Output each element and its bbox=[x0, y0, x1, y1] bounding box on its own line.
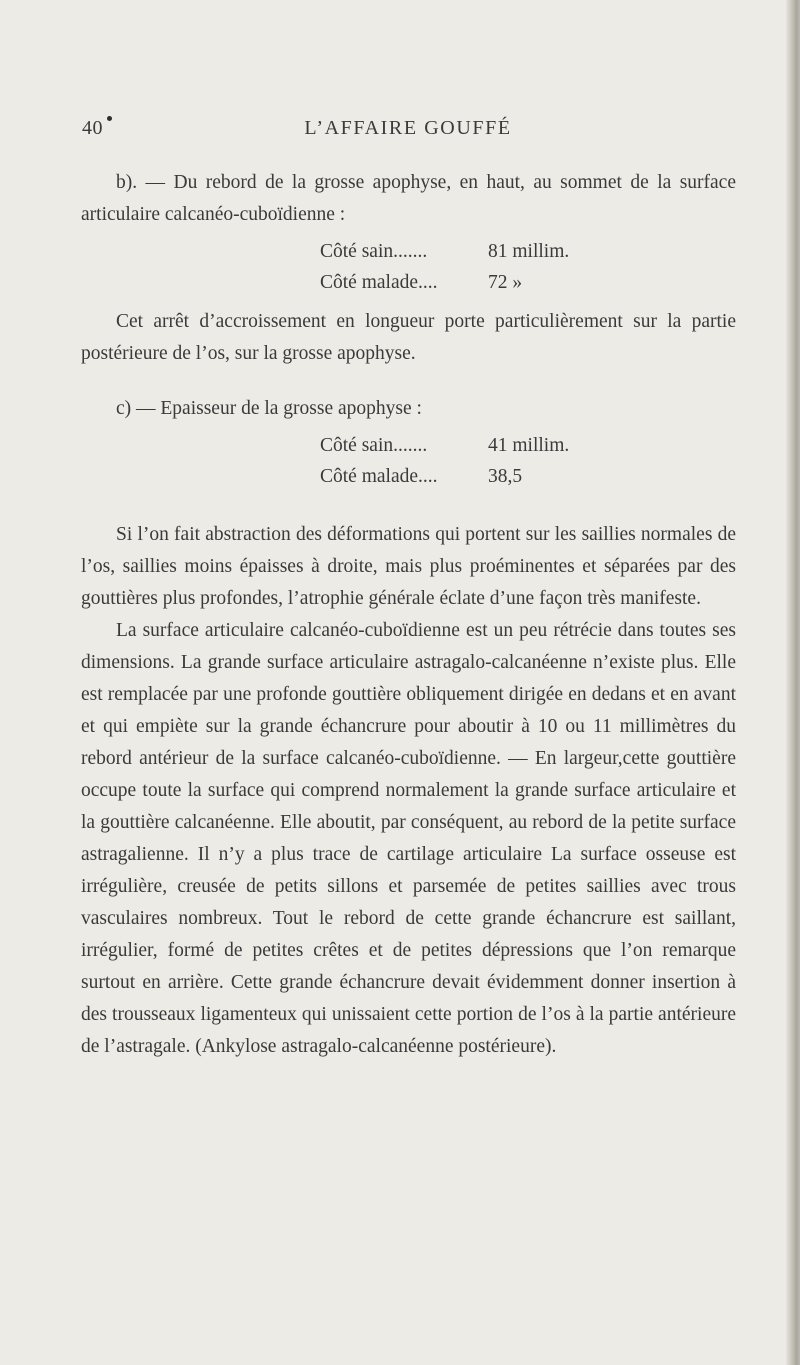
measure-label: Côté sain....... bbox=[320, 435, 428, 456]
measure-value: 41 millim. bbox=[488, 435, 570, 456]
page-number: 40 bbox=[82, 117, 103, 140]
section-b-heading: b). — Du rebord de la grosse apophyse, en haut, au sommet de la surface articulaire calcanéo-cuboïdienne : bbox=[81, 172, 736, 225]
measure-row bbox=[320, 430, 569, 461]
section-c-heading: c) — Epaisseur de la grosse apophyse : bbox=[116, 398, 422, 419]
measure-label: Côté malade.... bbox=[320, 272, 438, 293]
section-b-measures bbox=[320, 236, 569, 298]
section-c-measures bbox=[320, 430, 569, 492]
measure-value: 72 » bbox=[488, 272, 523, 293]
paragraph: La surface articulaire calcanéo-cuboïdienne est un peu rétrécie dans toutes ses dimensions. La grande surface articulaire astragalo-calcanéenne n’existe plus. Elle est remplacée par une profonde gouttière obliquement dirigée en dedans et en avant et qui empiète sur la grande échancrure pour aboutir à 10 ou 11 millimètres du rebord antérieur de la surface calcanéo-cuboïdienne. — En largeur,cette gouttière occupe toute la surface qui comprend normalement la grande surface articulaire et la gouttière calcanéenne. Elle aboutit, par conséquent, au rebord de la petite surface astragalienne. Il n’y a plus trace de cartilage articulaire La surface osseuse est irrégulière, creusée de petits sillons et parsemée de petites saillies avec trous vasculaires nombreux. Tout le rebord de cette grande échancrure est saillant, irrégulier, formé de petites crêtes et de petites dépressions que l’on remarque surtout en arrière. Cette grande échancrure devait évidemment donner insertion à des trousseaux ligamenteux qui unissaient cette portion de l’os à la partie antérieure de l’astragale. (Ankylose astragalo-calcanéenne postérieure). bbox=[81, 620, 736, 1057]
measure-row bbox=[320, 461, 569, 492]
section-b-remark: Cet arrêt d’accroissement en longueur porte particulièrement sur la partie postérieure de l’os, sur la grosse apophyse. bbox=[81, 311, 736, 364]
measure-value: 81 millim. bbox=[488, 241, 570, 262]
measure-label: Côté sain....... bbox=[320, 241, 428, 262]
measure-row bbox=[320, 236, 569, 267]
measure-value: 38,5 bbox=[488, 466, 523, 487]
page-header bbox=[0, 117, 800, 147]
measure-row bbox=[320, 267, 569, 298]
measure-label: Côté malade.... bbox=[320, 466, 438, 487]
running-title: L’AFFAIRE GOUFFÉ bbox=[304, 117, 512, 139]
body-text bbox=[81, 519, 736, 1063]
paragraph: Si l’on fait abstraction des déformations qui portent sur les saillies normales de l’os, saillies moins épaisses à droite, mais plus proéminentes et séparées par des gouttières plus profondes, l’atrophie générale éclate d’une façon très manifeste. bbox=[81, 524, 736, 609]
page-edge-shadow bbox=[786, 0, 800, 1365]
